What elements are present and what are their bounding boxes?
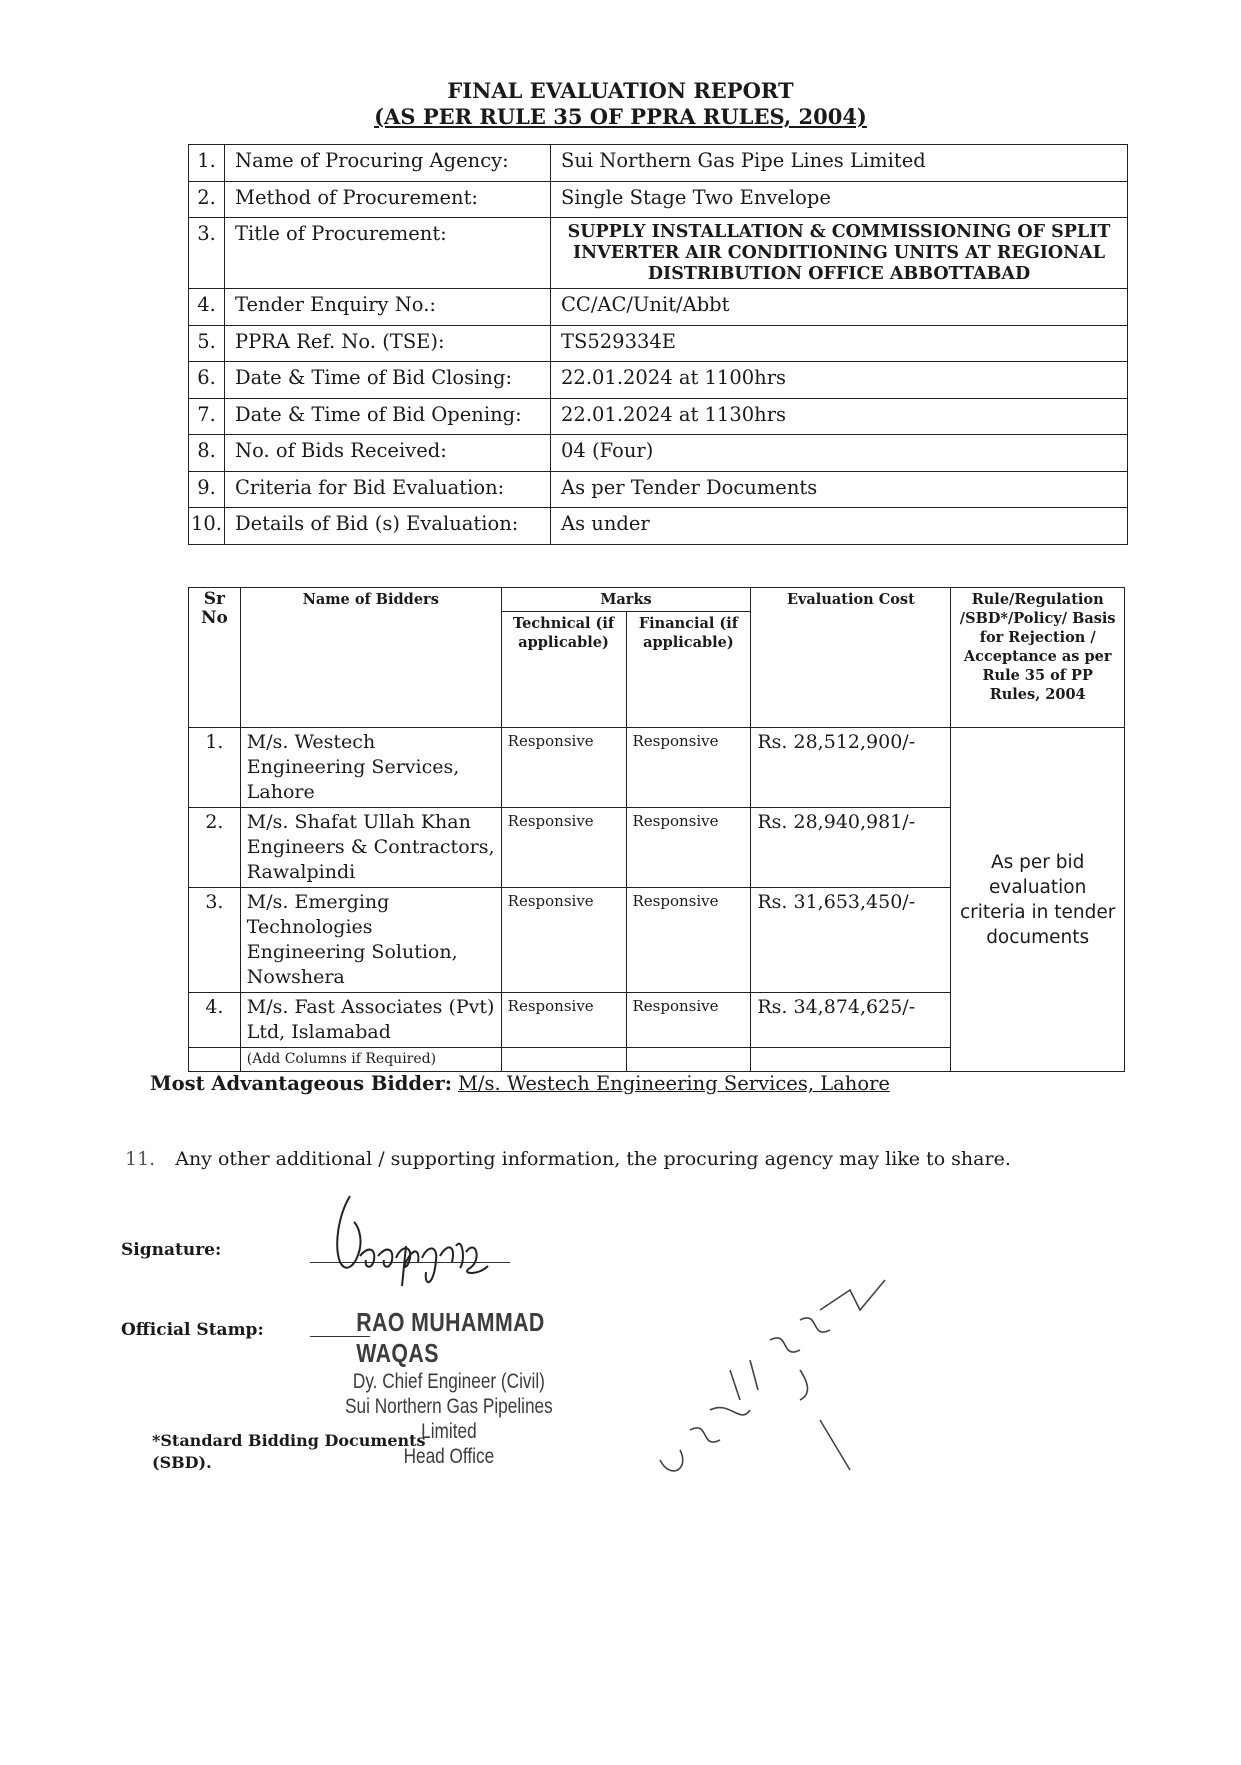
info-row-no: 1.: [189, 145, 225, 182]
empty-cell: [626, 1048, 751, 1072]
info-row: [189, 508, 1128, 545]
bid-technical: Responsive: [501, 888, 626, 993]
info-row-no: 10.: [189, 508, 225, 545]
info-row: [189, 325, 1128, 362]
empty-cell: [189, 1048, 241, 1072]
info-row: [189, 398, 1128, 435]
bid-financial: Responsive: [626, 888, 751, 993]
info-row-label: Tender Enquiry No.:: [225, 289, 551, 326]
info-row: [189, 145, 1128, 182]
handwritten-signature: [310, 1176, 530, 1291]
info-row: [189, 289, 1128, 326]
bid-sr: 2.: [189, 808, 241, 888]
header-financial: Financial (if applicable): [626, 612, 751, 728]
info-row: [189, 435, 1128, 472]
info-row-value: As under: [551, 508, 1128, 545]
official-stamp-label: Official Stamp:: [121, 1320, 264, 1340]
bid-cost: Rs. 28,512,900/-: [751, 728, 951, 808]
report-subtitle: (AS PER RULE 35 OF PPRA RULES, 2004): [374, 104, 867, 129]
bid-evaluation-table: [188, 587, 1125, 1072]
handwritten-note: [650, 1250, 890, 1490]
bid-sr: 4.: [189, 993, 241, 1048]
bid-row: [189, 728, 1125, 808]
header-sr-no: Sr No: [189, 588, 241, 728]
empty-cell: [751, 1048, 951, 1072]
bid-name: M/s. Shafat Ullah Khan Engineers & Contractors, Rawalpindi: [240, 808, 501, 888]
empty-cell: [501, 1048, 626, 1072]
info-row-value: Sui Northern Gas Pipe Lines Limited: [551, 145, 1128, 182]
header-technical: Technical (if applicable): [501, 612, 626, 728]
procurement-title: SUPPLY INSTALLATION & COMMISSIONING OF SPLIT INVERTER AIR CONDITIONING UNITS AT REGIONAL DISTRIBUTION OFFICE ABBOTTABAD: [567, 222, 1111, 284]
bid-technical: Responsive: [501, 808, 626, 888]
info-row: [189, 471, 1128, 508]
info-row-label: No. of Bids Received:: [225, 435, 551, 472]
signature-label: Signature:: [121, 1240, 222, 1260]
info-row-value: 04 (Four): [551, 435, 1128, 472]
info-row-label: Criteria for Bid Evaluation:: [225, 471, 551, 508]
info-row-value: 22.01.2024 at 1130hrs: [551, 398, 1128, 435]
bid-sr: 3.: [189, 888, 241, 993]
info-row-value: 22.01.2024 at 1100hrs: [551, 362, 1128, 399]
bid-financial: Responsive: [626, 808, 751, 888]
sbd-footnote: [152, 1430, 426, 1474]
info-row-value: [551, 218, 1128, 289]
info-row-no: 8.: [189, 435, 225, 472]
stamp-designation: Dy. Chief Engineer (Civil): [352, 1370, 545, 1393]
bids-header-row: [189, 588, 1125, 612]
bid-financial: Responsive: [626, 993, 751, 1048]
most-advantageous-label: Most Advantageous Bidder:: [150, 1072, 452, 1095]
info-row-label: Details of Bid (s) Evaluation:: [225, 508, 551, 545]
info-row-no: 9.: [189, 471, 225, 508]
most-advantageous-bidder: [150, 1072, 890, 1095]
procurement-info-table: [188, 144, 1128, 545]
info-row-value: As per Tender Documents: [551, 471, 1128, 508]
bid-name: M/s. Fast Associates (Pvt) Ltd, Islamabad: [240, 993, 501, 1048]
bid-cost: Rs. 34,874,625/-: [751, 993, 951, 1048]
footnote-line-1: *Standard Bidding Documents: [152, 1431, 426, 1450]
info-row-no: 3.: [189, 218, 225, 289]
info-row-label: Date & Time of Bid Opening:: [225, 398, 551, 435]
bid-technical: Responsive: [501, 993, 626, 1048]
info-row-label: Title of Procurement:: [225, 218, 551, 289]
stamp-name: RAO MUHAMMAD WAQAS: [356, 1307, 545, 1368]
info-row: [189, 218, 1128, 289]
bid-cost: Rs. 31,653,450/-: [751, 888, 951, 993]
most-advantageous-value: M/s. Westech Engineering Services, Lahore: [457, 1072, 890, 1095]
info-row: [189, 362, 1128, 399]
header-evaluation-cost: Evaluation Cost: [751, 588, 951, 728]
info-row-label: Method of Procurement:: [225, 181, 551, 218]
info-row-no: 5.: [189, 325, 225, 362]
info-row-label: PPRA Ref. No. (TSE):: [225, 325, 551, 362]
info-row-value: Single Stage Two Envelope: [551, 181, 1128, 218]
additional-info-text: Any other additional / supporting information, the procuring agency may like to share.: [175, 1148, 1011, 1170]
stamp-office: Head Office: [403, 1445, 495, 1468]
info-row-no: 6.: [189, 362, 225, 399]
info-row-no: 2.: [189, 181, 225, 218]
rule-basis: As per bid evaluation criteria in tender documents: [951, 728, 1125, 1072]
report-title: FINAL EVALUATION REPORT: [447, 78, 794, 103]
info-row-value: TS529334E: [551, 325, 1128, 362]
stamp-company: Sui Northern Gas Pipelines Limited: [345, 1395, 553, 1443]
header-bidder-name: Name of Bidders: [240, 588, 501, 728]
bid-cost: Rs. 28,940,981/-: [751, 808, 951, 888]
info-row-no: 7.: [189, 398, 225, 435]
bid-sr: 1.: [189, 728, 241, 808]
header-rule-basis: Rule/Regulation /SBD*/Policy/ Basis for Rejection / Acceptance as per Rule 35 of PP Rules, 2004: [951, 588, 1125, 728]
header-marks: Marks: [501, 588, 751, 612]
bid-name: M/s. Emerging Technologies Engineering Solution, Nowshera: [240, 888, 501, 993]
bid-name: M/s. Westech Engineering Services, Lahore: [240, 728, 501, 808]
info-row-label: Name of Procuring Agency:: [225, 145, 551, 182]
info-row: [189, 181, 1128, 218]
info-row-no: 4.: [189, 289, 225, 326]
bid-technical: Responsive: [501, 728, 626, 808]
bid-financial: Responsive: [626, 728, 751, 808]
info-row-value: CC/AC/Unit/Abbt: [551, 289, 1128, 326]
footnote-line-2: (SBD).: [152, 1453, 212, 1472]
additional-info-no: 11.: [125, 1148, 156, 1170]
add-columns-note: (Add Columns if Required): [240, 1048, 501, 1072]
info-row-label: Date & Time of Bid Closing:: [225, 362, 551, 399]
additional-info: [125, 1148, 1011, 1170]
